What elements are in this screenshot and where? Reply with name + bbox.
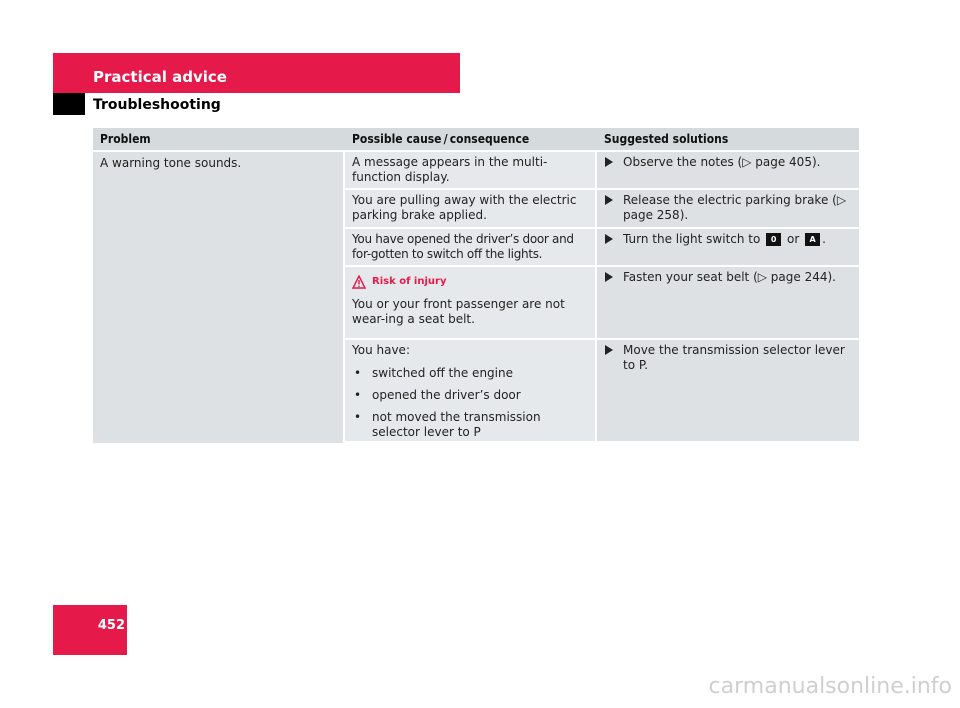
page-number: 452 [97, 618, 125, 633]
cause-cell: You are pulling away with the electric parking brake applied. [345, 190, 595, 227]
arrow-icon [605, 345, 613, 355]
solution-text: Move the transmission selector lever to P. [623, 343, 845, 372]
light-switch-0-icon: 0 [766, 233, 781, 246]
light-switch-auto-icon: A [805, 233, 820, 246]
arrow-icon [605, 234, 613, 244]
solution-cell [597, 229, 859, 265]
section-subtitle: Troubleshooting [93, 97, 221, 113]
column-header-cause: Possible cause / consequence [352, 132, 530, 146]
solution-text: Turn the light switch to [623, 232, 761, 246]
cause-intro: You have: [352, 343, 410, 357]
arrow-icon [605, 157, 613, 167]
cause-cell [345, 340, 595, 441]
table-row [345, 152, 859, 188]
table-row [345, 190, 859, 227]
solution-cell [597, 267, 859, 338]
table-row [345, 229, 859, 265]
cause-cell: A message appears in the multi-function display. [345, 152, 595, 188]
column-header-solutions: Suggested solutions [604, 132, 729, 146]
cause-bullet-list [352, 366, 588, 440]
list-item: • opened the driver’s door [352, 388, 588, 403]
list-item: • not moved the transmission selector lever to P [352, 410, 588, 440]
solution-text-or: or [787, 232, 800, 246]
column-header-problem: Problem [100, 132, 151, 146]
solution-text: Release the electric parking brake (▷ page 258). [623, 193, 847, 222]
section-title: Practical advice [93, 68, 227, 86]
solution-text: Observe the notes (▷ page 405). [623, 155, 821, 169]
arrow-icon [605, 195, 613, 205]
arrow-icon [605, 272, 613, 282]
table-header [93, 128, 859, 150]
problem-cell: A warning tone sounds. [93, 152, 343, 443]
cause-text: You or your front passenger are not wear-ing a seat belt. [352, 297, 565, 326]
solution-text-end: . [822, 232, 826, 246]
cause-solution-rows [345, 152, 859, 443]
troubleshooting-table [93, 128, 859, 443]
table-row [345, 267, 859, 338]
solution-cell [597, 340, 859, 441]
solution-cell [597, 152, 859, 188]
warning-icon [352, 275, 366, 289]
solution-text: Fasten your seat belt (▷ page 244). [623, 270, 836, 284]
table-body [93, 152, 859, 443]
solution-cell [597, 190, 859, 227]
cause-cell: You have opened the driver’s door and for-gotten to switch off the lights. [345, 229, 595, 265]
warning-line [352, 274, 588, 289]
cause-cell [345, 267, 595, 338]
list-item: • switched off the engine [352, 366, 588, 381]
table-row [345, 340, 859, 441]
header-marker [53, 93, 85, 115]
watermark: carmanualsonline.info [708, 674, 952, 699]
warning-label: Risk of injury [372, 276, 447, 287]
